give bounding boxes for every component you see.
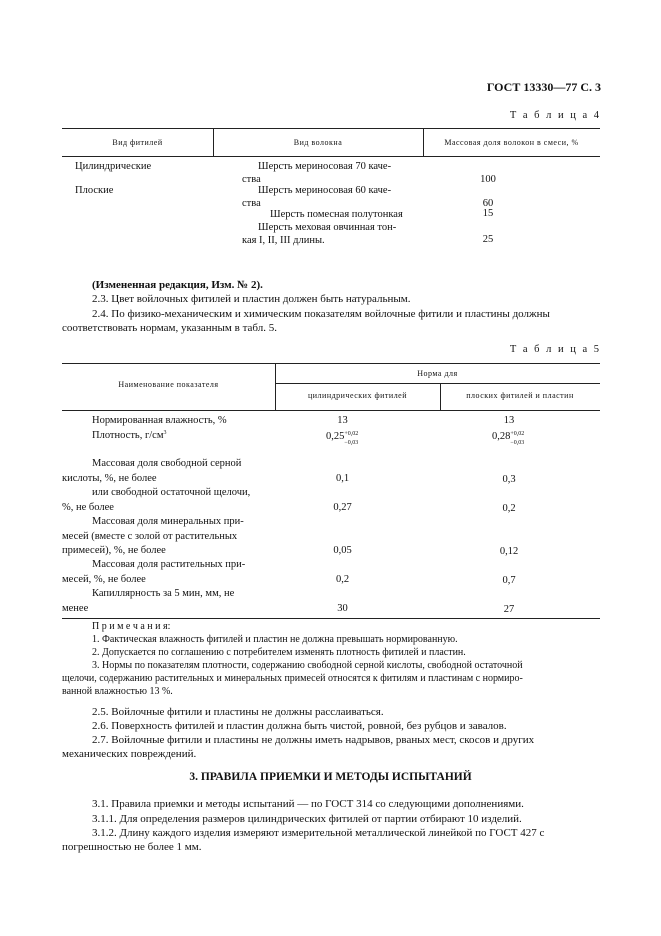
table5-col-indicator: Наименование показателя (118, 380, 219, 389)
table5-row-density-cyl-value: 0,25 (326, 431, 345, 442)
paragraph-2-5: 2.5. Войлочные фитили и пластины не должны расслаиваться. (92, 706, 384, 718)
table5-row-density-cyl-lower: −0,03 (344, 440, 359, 446)
section-3-title: 3. ПРАВИЛА ПРИЕМКИ И МЕТОДЫ ИСПЫТАНИЙ (189, 771, 472, 783)
table5-row-plant-cyl: 0,2 (335, 574, 350, 585)
table5-row-acid-flat: 0,3 (502, 474, 516, 485)
table5-row-alkali-flat: 0,2 (502, 503, 516, 514)
table5-row-mineral-label-2: месей (вместе с золой от растительных (62, 531, 238, 542)
table4-fiber-4-line1: Шерсть меховая овчинная тон- (258, 222, 397, 233)
table5-row-humidity-flat: 13 (503, 415, 515, 426)
changed-edition-note: (Измененная редакция, Изм. № 2). (92, 279, 263, 291)
table5-row-alkali-label-2: %, не более (62, 502, 114, 513)
table4-value-3: 15 (482, 208, 494, 219)
table5-col-cylindrical: цилиндрических фитилей (307, 391, 408, 400)
table4-fiber-1-line2-text: ства (242, 174, 261, 185)
table5-row-acid-label-2: кислоты, %, не более (62, 473, 157, 484)
table5-row-density-unit-sup: 3 (163, 430, 167, 436)
table4-value-1: 100 (480, 174, 496, 185)
table5-row-alkali-label-1: или свободной остаточной щелочи, (92, 487, 251, 498)
table4-header-rule (62, 156, 600, 157)
table5-row-mineral-flat: 0,12 (499, 546, 519, 557)
table4-value-2: 60 (482, 198, 494, 209)
table5-caption: Т а б л и ц а 5 (509, 344, 601, 355)
table5-bottom-rule (62, 618, 600, 619)
table5-row-acid-label-1: Массовая доля свободной серной (92, 458, 242, 469)
table5-row-capillarity-flat: 27 (503, 604, 515, 615)
table5-row-acid-cyl: 0,1 (335, 473, 350, 484)
note-2: 2. Допускается по соглашению с потребителем изменять плотность фитилей и пластин. (92, 647, 466, 658)
table5-row-density-flat-upper: +0,02 (510, 431, 525, 437)
table4-type-cylindrical: Цилиндрические (75, 161, 152, 172)
paragraph-2-7-line2: механических повреждений. (62, 748, 197, 760)
table4-fiber-4-line2: кая I, II, III длины. (242, 235, 325, 246)
table5-row-density-cyl-upper: +0,02 (344, 431, 359, 437)
table4-value-4: 25 (482, 234, 494, 245)
table5-row-density-cyl-wrap (326, 431, 359, 446)
table4-fiber-2-line2: ства (242, 198, 261, 209)
paragraph-3-1-2-line2: погрешностью не более 1 мм. (62, 841, 202, 853)
table5-row-alkali-cyl: 0,27 (333, 502, 352, 513)
table4-top-rule (62, 128, 600, 129)
paragraph-3-1-2-line1: 3.1.2. Длину каждого изделия измеряют измерительной металлической линейкой по ГОСТ 427 с (92, 827, 545, 839)
table4-col-fiber: Вид волокна (293, 138, 343, 147)
table5-row-humidity-cyl: 13 (337, 415, 348, 426)
table5-row-capillarity-label-1: Капиллярность за 5 мин, мм, не (92, 588, 235, 599)
table5-row-plant-label-1: Массовая доля растительных при- (92, 559, 246, 570)
note-3-line1: 3. Нормы по показателям плотности, содержанию свободной серной кислоты, свободной остаточной (92, 660, 523, 671)
table4-fiber-2-line1: Шерсть мериносовая 60 каче- (258, 185, 392, 196)
table4-fiber-3: Шерсть помесная полутонкая (270, 209, 403, 220)
note-3-line3: ванной влажностью 13 %. (62, 686, 173, 697)
paragraph-3-1: 3.1. Правила приемки и методы испытаний — по ГОСТ 314 со следующими дополнениями. (92, 798, 524, 810)
table5-row-capillarity-label-2: менее (62, 603, 89, 614)
table5-row-density-flat-wrap (492, 431, 525, 446)
note-1: 1. Фактическая влажность фитилей и пластин не должна превышать нормированную. (92, 634, 458, 645)
table5-row-density-label (92, 430, 166, 443)
note-3-line2: щелочи, содержанию растительных и минеральных примесей относятся к фитилям и пластинам с нормиро- (62, 673, 523, 684)
table5-row-density-label-text: Плотность, г/см (92, 430, 164, 441)
table5-row-density-flat-lower: −0,03 (510, 440, 525, 446)
table5-col-norm: Норма для (417, 369, 458, 378)
table4-type-flat: Плоские (75, 185, 114, 196)
table5-row-capillarity-cyl: 30 (337, 603, 348, 614)
table5-norm-rule (275, 383, 600, 384)
table4-caption: Т а б л и ц а 4 (509, 110, 601, 121)
table5-row-plant-flat: 0,7 (502, 575, 516, 586)
table5-row-mineral-label-1: Массовая доля минеральных при- (92, 516, 244, 527)
table4-col-share: Массовая доля волокон в смеси, % (444, 138, 579, 147)
paragraph-2-4-line1: 2.4. По физико-механическим и химическим показателям войлочные фитили и пластины должны (92, 308, 550, 320)
paragraph-2-6: 2.6. Поверхность фитилей и пластин должна быть чистой, ровной, без рубцов и завалов. (92, 720, 507, 732)
table5-header-rule (62, 410, 600, 411)
table5-top-rule (62, 363, 600, 364)
notes-title: П р и м е ч а н и я: (92, 621, 171, 632)
table5-row-humidity-label: Нормированная влажность, % (92, 415, 227, 426)
table4-col-type: Вид фитилей (112, 138, 163, 147)
page-header: ГОСТ 13330—77 С. 3 (486, 80, 601, 94)
paragraph-2-4-line2: соответствовать нормам, указанным в табл. 5. (62, 322, 277, 334)
paragraph-2-3: 2.3. Цвет войлочных фитилей и пластин должен быть натуральным. (92, 293, 411, 305)
table5-row-mineral-label-3: примесей), %, не более (62, 545, 166, 556)
paragraph-2-7-line1: 2.7. Войлочные фитили и пластины не должны иметь надрывов, рваных мест, скосов и других (92, 734, 535, 746)
table5-row-density-flat-value: 0,28 (492, 431, 511, 442)
table4-fiber-1-line1: Шерсть мериносовая 70 каче- (258, 161, 392, 172)
table5-row-density-cyl (326, 431, 359, 446)
table5-row-density-flat (492, 431, 525, 446)
paragraph-3-1-1: 3.1.1. Для определения размеров цилиндрических фитилей от партии отбирают 10 изделий. (92, 813, 522, 825)
table5-col-flat: плоских фитилей и пластин (466, 391, 574, 400)
table5-row-mineral-cyl: 0,05 (333, 545, 352, 556)
table5-row-plant-label-2: месей, %, не более (62, 574, 146, 585)
